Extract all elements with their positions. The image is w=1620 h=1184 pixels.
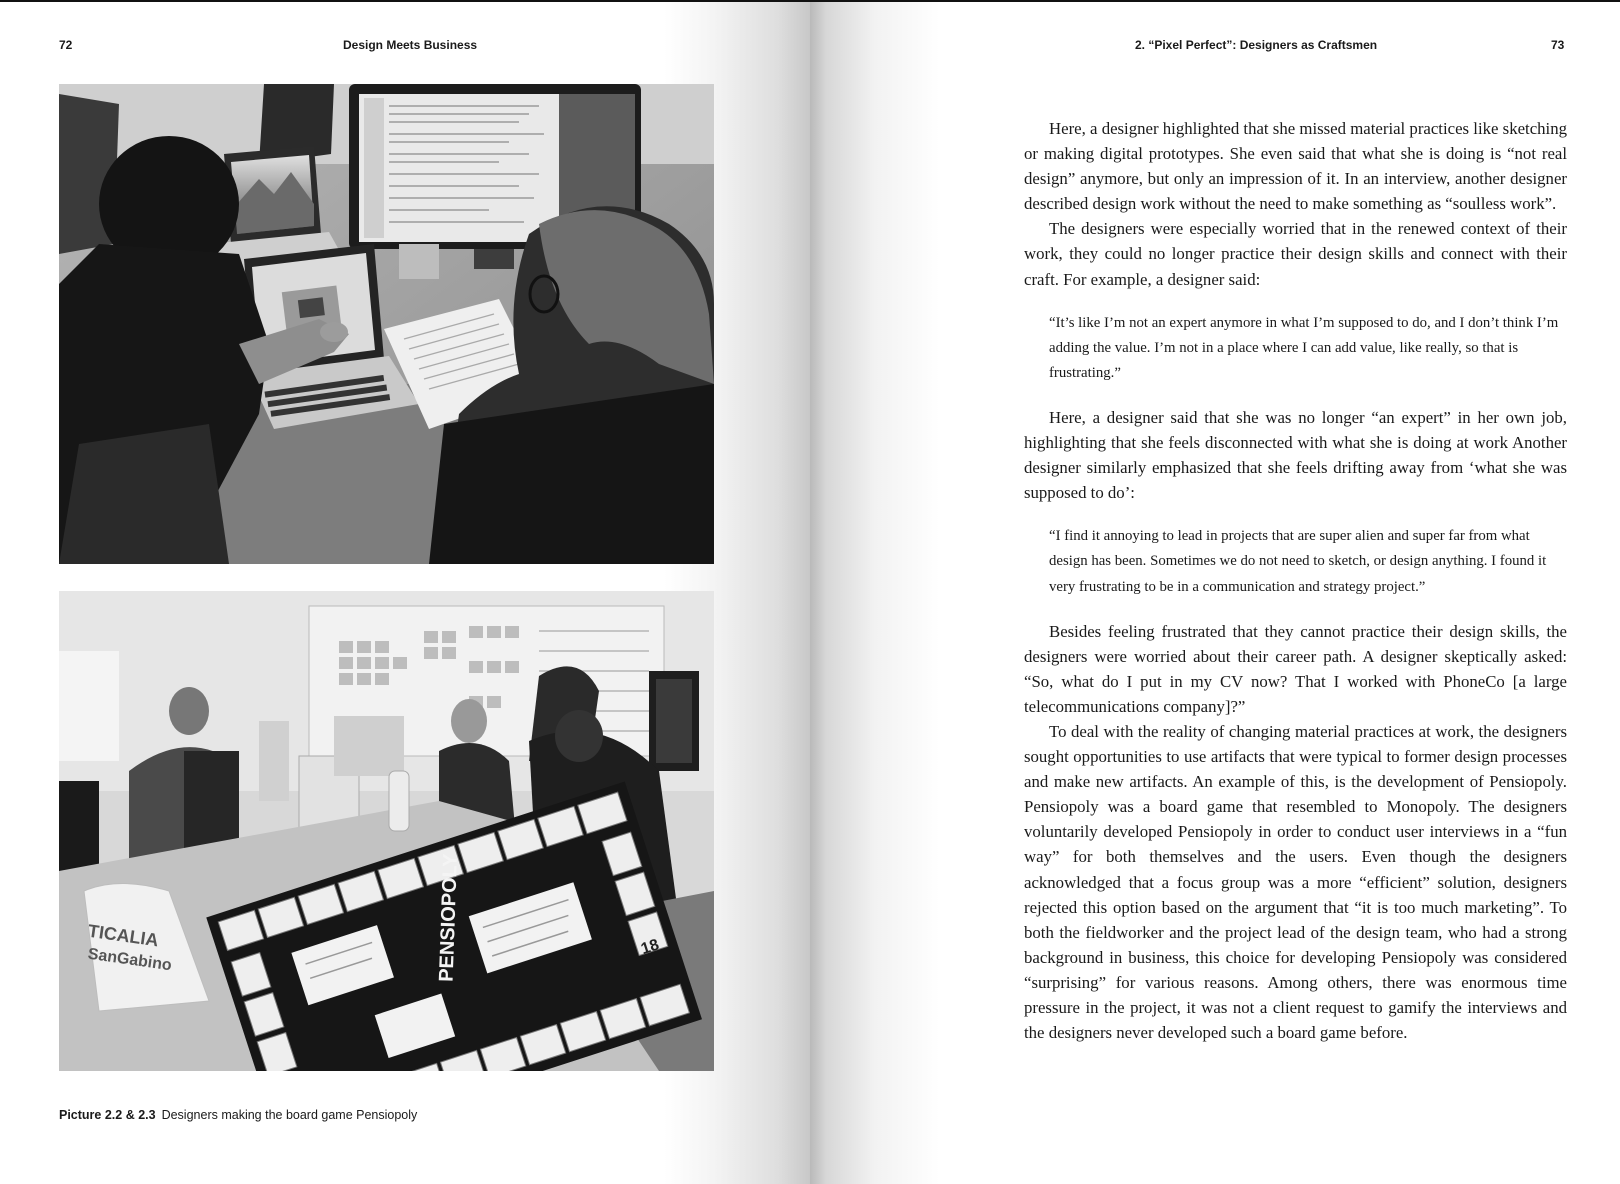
caption-label: Picture 2.2 & 2.3 bbox=[59, 1108, 156, 1122]
paragraph: Here, a designer said that she was no longer “an expert” in her own job, highlighting that she feels disconnected with what she is doing at work Another designer similarly emphasized that she feels drifting away from ‘what she was supposed to do’: bbox=[1024, 407, 1567, 503]
photo-board-game-table-drawing bbox=[59, 591, 714, 1071]
left-page bbox=[0, 2, 810, 1184]
bag-print-line1: TICALIA bbox=[86, 920, 160, 951]
photo-board-game-table bbox=[59, 591, 714, 1071]
left-running-head: Design Meets Business bbox=[343, 38, 478, 52]
paragraph: To deal with the reality of changing material practices at work, the designers sought opportunities to use artifacts that were typical to former design processes and make new artifacts. An example of this, is the development of Pensiopoly. Pensiopoly was a board game that resembled to Monopoly. The designers voluntarily developed Pensiopoly in order to conduct user interviews in a “fun way” for both themselves and the users. Even though the designers acknowledged that a focus group was a more “efficient” solution, designers rejected this option based on the argument that “it is too much marketing”. To both the fieldworker and the project lead of the design team, who had a strong background in business, this choice for developing Pensiopoly was considered “surprising” for various reasons. Among others, there was enormous time pressure in the project, it was not a client request to gamify the interviews and the designers never developed such a board game before. bbox=[1024, 721, 1567, 1043]
paragraph: Besides feeling frustrated that they cannot practice their design skills, the designers were worried about their career path. A designer skeptically asked: “So, what do I put in my CV now? That I worked with PhoneCo [a large telecommunications company]?” bbox=[1024, 621, 1567, 716]
right-page-number: 73 bbox=[1551, 38, 1565, 52]
board-game-title: PENSIOPOLY bbox=[435, 853, 463, 983]
right-running-head: 2. “Pixel Perfect”: Designers as Craftsmen bbox=[1135, 38, 1378, 52]
block-quote: “It’s like I’m not an expert anymore in what I’m supposed to do, and I don’t think I’m adding the value. I’m not in a place where I can add value, like really, so that is frustrating.” bbox=[1049, 314, 1559, 381]
caption-text: Designers making the board game Pensiopoly bbox=[161, 1108, 418, 1122]
left-page-number: 72 bbox=[59, 38, 73, 52]
board-tile-number: 18 bbox=[639, 936, 662, 959]
photo-designers-at-desk bbox=[59, 84, 714, 564]
body-text bbox=[1024, 116, 1567, 1045]
paragraph: The designers were especially worried that in the renewed context of their work, they could no longer practice their design skills and connect with their craft. For example, a designer said: bbox=[1024, 219, 1567, 289]
bag-print-line2: SanGabino bbox=[86, 945, 173, 975]
photo-designers-at-desk-drawing bbox=[59, 84, 714, 564]
photo-caption bbox=[59, 1108, 417, 1122]
paragraph: Here, a designer highlighted that she missed material practices like sketching or making digital prototypes. She even said that what she is doing is “not real design” anymore, but only an impression of it. In an interview, another designer described design work without the need to make something as “soulless work”. bbox=[1024, 119, 1567, 214]
block-quote: “I find it annoying to lead in projects that are super alien and super far from what design has been. Sometimes we do not need to sketch, or design anything. I found it very frustrating to be in a communication and strategy project.” bbox=[1049, 528, 1547, 595]
